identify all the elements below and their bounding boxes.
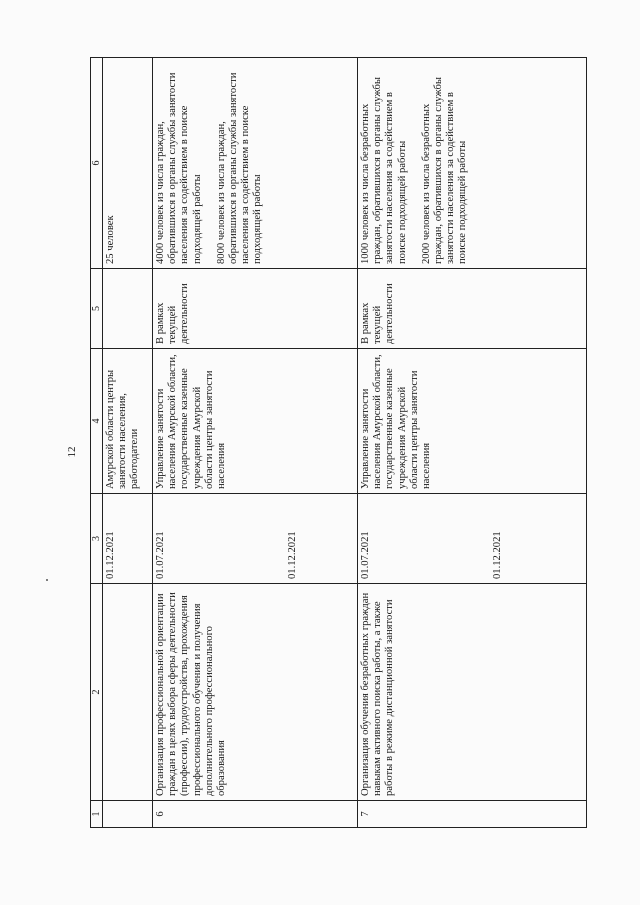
result-target-2: 2000 человек из числа безработных граждан, обратившихся в органы службы занятости населения за содействием в поиске подходящей работы [420,76,469,264]
header-col-5: 5 [91,269,103,349]
page-number: 12 [66,446,78,458]
table-row-6 [153,58,358,828]
start-date: 01.07.2021 [155,531,166,579]
end-date: 01.12.2021 [287,531,299,579]
row-number: 7 [358,801,587,828]
date-cell [358,494,587,584]
header-col-1: 1 [91,801,103,828]
result-cell: 25 человек [103,58,153,269]
funding-cell: В рамках текущей деятельности [358,269,587,349]
plan-table [90,57,587,828]
executor-cell: Амурской области центры занятости населения, работодатели [103,349,153,494]
funding-cell [103,269,153,349]
date-cell: 01.12.2021 [103,494,153,584]
rotated-table-container [90,72,587,828]
header-col-4: 4 [91,349,103,494]
result-target-1: 1000 человек из числа безработных граждан, обратившихся в органы службы занятости населения за содействием в поиске подходящей работы [360,76,408,264]
row-number: 6 [153,801,358,828]
executor-cell: Управление занятости населения Амурской области, государственные казенные учреждения Амурской области центры занятости населения [358,349,587,494]
event-cell: Организация профессиональной ориентации граждан в целях выбора сферы деятельности (профессии), трудоустройства, прохождения профессионального обучения и получения дополнительного профессионального образования [153,584,358,801]
funding-cell: В рамках текущей деятельности [153,269,358,349]
result-cell [153,58,358,269]
table-row-7 [358,58,587,828]
result-target-2: 8000 человек из числа граждан, обратившихся в органы службы занятости населения за содействием в поиске подходящей работы [215,72,264,264]
scan-speck [46,579,48,581]
header-row [91,58,103,828]
start-date: 01.07.2021 [360,531,371,579]
executor-cell: Управление занятости населения Амурской области, государственные казенные учреждения Амурской области центры занятости населения [153,349,358,494]
header-col-6: 6 [91,58,103,269]
result-cell [358,58,587,269]
header-col-3: 3 [91,494,103,584]
table-row-continuation [103,58,153,828]
event-cell: Организация обучения безработных граждан навыкам активного поиска работы, а также работы в режиме дистанционной занятости [358,584,587,801]
header-col-2: 2 [91,584,103,801]
end-date: 01.12.2021 [492,531,504,579]
result-target-1: 4000 человек из числа граждан, обратившихся в органы службы занятости населения за содействием в поиске подходящей работы [155,72,203,264]
date-cell [153,494,358,584]
